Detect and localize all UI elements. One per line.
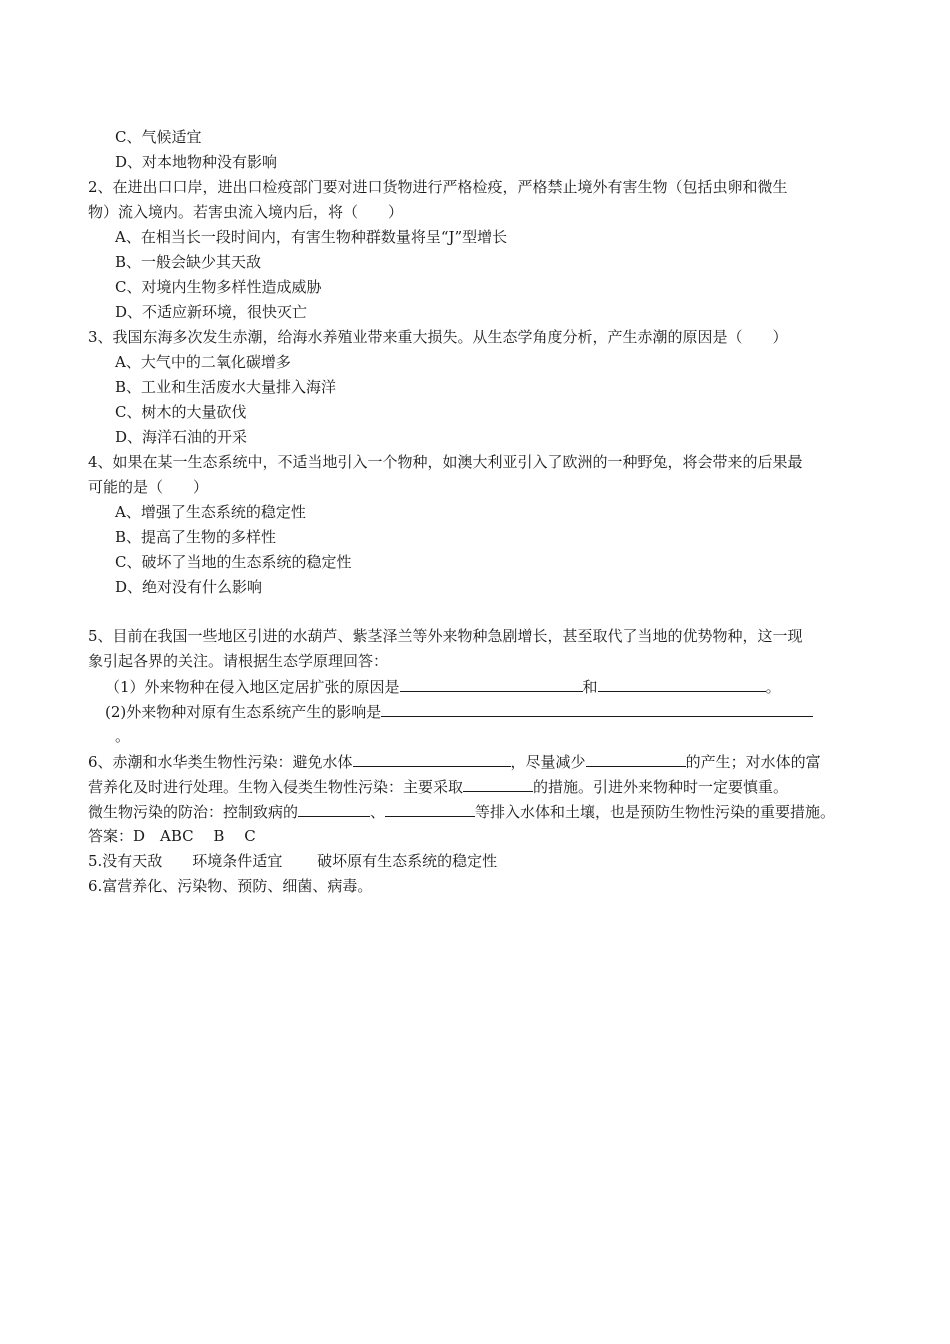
q5-part1-text: （1）外来物种在侵入地区定居扩张的原因是 xyxy=(105,678,400,696)
q4-stem-line1: 4、如果在某一生态系统中，不适当地引入一个物种，如澳大利亚引入了欧洲的一种野兔，将会带来的后果最 xyxy=(88,453,803,471)
q5-stem-line2: 象引起各界的关注。请根据生态学原理回答： xyxy=(88,652,389,670)
q5-part2-end: 。 xyxy=(115,727,131,745)
q4-option-a: A、增强了生态系统的稳定性 xyxy=(115,503,306,521)
q1-option-c: C、气候适宜 xyxy=(115,128,202,146)
q5-part1-and: 和 xyxy=(582,678,598,696)
q6-blank-2[interactable] xyxy=(586,751,686,767)
q6-line3-text-a: 微生物污染的防治：控制致病的 xyxy=(88,803,299,821)
q3-option-a: A、大气中的二氧化碳增多 xyxy=(115,353,291,371)
q6-blank-1[interactable] xyxy=(353,751,511,767)
q2-option-d: D、不适应新环境，很快灭亡 xyxy=(115,303,308,321)
q6-line3 xyxy=(88,801,835,822)
q4-stem-line2: 可能的是（ ） xyxy=(88,478,209,496)
answers-line1: 答案：D ABC B C xyxy=(88,827,256,845)
q6-line1 xyxy=(88,751,821,772)
q6-line1-text-a: 6、赤潮和水华类生物性污染：避免水体 xyxy=(88,753,353,771)
q1-option-d: D、对本地物种没有影响 xyxy=(115,153,278,171)
q2-stem-line2: 物）流入境内。若害虫流入境内后，将（ ） xyxy=(88,203,404,221)
q3-option-d: D、海洋石油的开采 xyxy=(115,428,248,446)
q6-line2-text-a: 营养化及时进行处理。生物入侵类生物性污染：主要采取 xyxy=(88,778,464,796)
q4-option-d: D、绝对没有什么影响 xyxy=(115,578,263,596)
q3-option-b: B、工业和生活废水大量排入海洋 xyxy=(115,378,337,396)
q6-blank-5[interactable] xyxy=(385,801,475,817)
q5-part2-blank[interactable] xyxy=(381,701,813,717)
q6-line2-text-b: 的措施。引进外来物种时一定要慎重。 xyxy=(533,778,789,796)
q6-line2 xyxy=(88,776,788,797)
q5-part1-blank-1[interactable] xyxy=(400,676,583,692)
q2-option-a: A、在相当长一段时间内，有害生物种群数量将呈“J”型增长 xyxy=(115,228,508,246)
q6-line1-text-c: 的产生；对水体的富 xyxy=(685,753,821,771)
q2-stem-line1: 2、在进出口口岸，进出口检疫部门要对进口货物进行严格检疫，严格禁止境外有害生物（包括虫卵和微生 xyxy=(88,178,788,196)
q6-blank-4[interactable] xyxy=(298,801,370,817)
answers-line2: 5.没有天敌 环境条件适宜 破坏原有生态系统的稳定性 xyxy=(88,852,498,870)
q6-line3-text-c: 等排入水体和土壤，也是预防生物性污染的重要措施。 xyxy=(475,803,836,821)
q5-part1-blank-2[interactable] xyxy=(598,676,766,692)
q6-line1-text-b: ，尽量减少 xyxy=(510,753,586,771)
q5-part1 xyxy=(105,676,781,697)
q5-part2 xyxy=(105,701,813,722)
q5-part1-end: 。 xyxy=(765,678,781,696)
q4-option-b: B、提高了生物的多样性 xyxy=(115,528,277,546)
answers-line3: 6.富营养化、污染物、预防、细菌、病毒。 xyxy=(88,877,373,895)
q5-stem-line1: 5、目前在我国一些地区引进的水葫芦、紫茎泽兰等外来物种急剧增长，甚至取代了当地的优势物种，这一现 xyxy=(88,627,803,645)
q6-line3-text-b: 、 xyxy=(370,803,386,821)
q3-stem: 3、我国东海多次发生赤潮，给海水养殖业带来重大损失。从生态学角度分析，产生赤潮的原因是（ ） xyxy=(88,328,788,346)
q5-part2-text: (2)外来物种对原有生态系统产生的影响是 xyxy=(105,703,382,721)
q6-blank-3[interactable] xyxy=(463,776,533,792)
q4-option-c: C、破坏了当地的生态系统的稳定性 xyxy=(115,553,352,571)
q2-option-c: C、对境内生物多样性造成威胁 xyxy=(115,278,322,296)
q3-option-c: C、树木的大量砍伐 xyxy=(115,403,247,421)
q2-option-b: B、一般会缺少其天敌 xyxy=(115,253,262,271)
